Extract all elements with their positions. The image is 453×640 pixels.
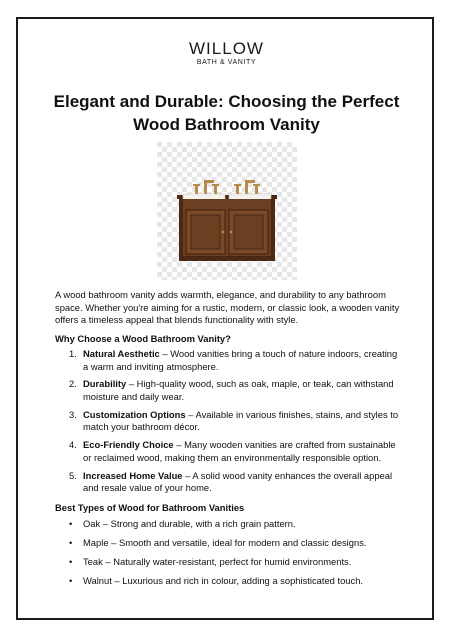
section-heading-why: Why Choose a Wood Bathroom Vanity?: [55, 333, 231, 344]
intro-paragraph: A wood bathroom vanity adds warmth, elegance, and durability to any bathroom space. Whether you're aiming for a rustic, modern, or classic look, a wooden vanity offers a timeless appeal that blends functionality with style.: [55, 289, 400, 325]
list-item: 1. Natural Aesthetic – Wood vanities bring a touch of nature indoors, creating a warm and inviting atmosphere.: [69, 348, 398, 372]
item-text: – High-quality wood, such as oak, maple, or teak, can withstand moisture and daily wear.: [83, 378, 394, 402]
section-heading-wood-types: Best Types of Wood for Bathroom Vanities: [55, 502, 245, 513]
brand-name: WILLOW: [189, 39, 264, 58]
list-item: 4. Eco-Friendly Choice – Many wooden vanities are crafted from sustainable or reclaimed wood, making them an environmentally responsible option.: [69, 439, 396, 463]
brand-tagline: BATH & VANITY: [196, 59, 257, 66]
item-term: Increased Home Value: [83, 469, 183, 481]
benefits-list: [55, 348, 405, 500]
item-text: – Many wooden vanities are crafted from sustainable or reclaimed wood, making them an environmentally responsible option.: [83, 439, 396, 463]
page-title: Elegant and Durable: Choosing the Perfect Wood Bathroom Vanity: [53, 92, 400, 134]
item-text: – A solid wood vanity enhances the overall appeal and resale value of your home.: [83, 469, 393, 494]
item-text: – Available in various finishes, stains, and styles to match your bathroom décor.: [83, 408, 399, 433]
list-item: 5. Increased Home Value – A solid wood vanity enhances the overall appeal and resale value of your home.: [69, 469, 393, 494]
brand-logo: [0, 40, 453, 67]
item-term: Durability: [83, 378, 127, 390]
list-item: • Walnut – Luxurious and rich in colour, adding a sophisticated touch.: [69, 575, 364, 587]
list-item: • Teak – Naturally water-resistant, perfect for humid environments.: [69, 556, 352, 568]
bullet-icon: •: [69, 556, 73, 568]
item-text: – Wood vanities bring a touch of nature indoors, creating a warm and inviting atmosphere.: [83, 348, 398, 372]
item-term: Eco-Friendly Choice: [83, 439, 174, 451]
bullet-icon: •: [69, 575, 73, 587]
list-item: • Oak – Strong and durable, with a rich grain pattern.: [69, 518, 296, 529]
item-term: Natural Aesthetic: [83, 348, 160, 359]
wood-types-list: [55, 518, 405, 594]
bullet-icon: •: [69, 518, 73, 529]
bullet-icon: •: [69, 537, 73, 549]
list-item: 3. Customization Options – Available in various finishes, stains, and styles to match your bathroom décor.: [69, 408, 399, 433]
vanity-image: [157, 142, 297, 280]
list-item: 2. Durability – High-quality wood, such as oak, maple, or teak, can withstand moisture and daily wear.: [69, 378, 394, 402]
list-item: • Maple – Smooth and versatile, ideal for modern and classic designs.: [69, 537, 367, 549]
item-term: Customization Options: [83, 408, 186, 420]
